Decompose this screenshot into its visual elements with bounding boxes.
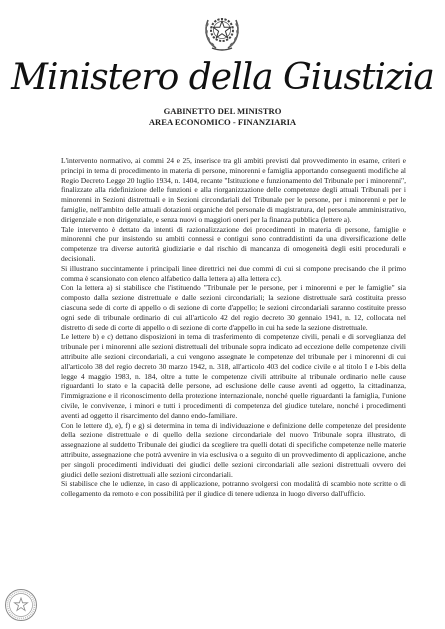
office-line-area: AREA ECONOMICO - FINANZIARIA: [148, 117, 297, 127]
paragraph-6: Con le lettere d), e), f) e g) si determina in tema di individuazione e definizione delle competenze del presidente della sezione distrettuale e di quello della sezione circondariale del nuovo Tribunale sopra illustrato, di assegnazione al suddetto Tribunale dei giudici da scegliere tra quelli dotati di specifiche competenze nelle materie attribuite, assegnazione che potrà avvenire in via esclusiva o a seguito di un provvedimento di applicazione, anche per singoli procedimenti individuati dei giudici delle sezioni circondariali alle sezioni distrettuali ovvero dei giudici delle sezioni distrettuali alle sezioni circondariali.: [61, 420, 406, 479]
emblem-icon: [202, 6, 242, 52]
document-body: [61, 156, 406, 499]
office-heading: [0, 106, 445, 128]
paragraph-3: Si illustrano succintamente i principali linee direttrici nei due commi di cui si compone precisando che il primo comma è scansionato con elenco alfabetico dalla lettera a) alla lettera cc).: [61, 263, 406, 283]
paragraph-2: Tale intervento è dettato da intenti di razionalizzazione dei procedimenti in materia di persone, famiglie e minorenni che pur insistendo su ambiti connessi e contigui sono contraddistinti da una diversificazione delle competenze tra diverse autorità giudiziarie e dal rischio di mancanza di omogeneità degli esiti procedurali e decisionali.: [61, 224, 406, 263]
ministry-name: Ministero della Giustizia: [11, 57, 434, 98]
letterhead-emblem: [202, 6, 242, 52]
office-line-cabinet: GABINETTO DEL MINISTRO: [163, 106, 282, 116]
paragraph-5: Le lettere b) e c) dettano disposizioni in tema di trasferimento di competenze civili, penali e di sorveglianza del tribunale per i minorenni alle sezioni distrettuali del tribunale sopra indicato ad eccezione delle competenze civili attribuite alle sezioni circondariali, a cui vengono assegnate le competenze del tribunale per i minorenni di cui all'articolo 38 del regio decreto 30 marzo 1942, n. 318, all'articolo 403 del codice civile e al titolo I e I-bis della legge 4 maggio 1983, n. 184, oltre a tutte le competenze civili attribuite al tribunale ordinario nelle cause riguardanti lo stato e la capacità delle persone, ad esclusione delle cause aventi ad oggetto, la cittadinanza, l'immigrazione e il riconoscimento della protezione internazionale, nonché quelle riguardanti la famiglia, l'unione civile, le convivenze, i minori e tutti i procedimenti di competenza del giudice tutelare, nonché i procedimenti aventi ad oggetto il risarcimento del danno endo-familiare.: [61, 332, 406, 420]
paragraph-7: Si stabilisce che le udienze, in caso di applicazione, potranno svolgersi con modalità di scambio note scritte o di collegamento da remoto e con possibilità per il giudice di tenere udienza in luogo diverso dall'ufficio.: [61, 479, 406, 499]
paragraph-4: Con la lettera a) si stabilisce che l'istituendo "Tribunale per le persone, per i minorenni e per le famiglie" sia composto dalla sezione distrettuale e dalle sezioni circondariali; la sezione distrettuale sarà costituita presso ciascuna sede di corte di appello o di sezione di corte d'appello; le sezioni circondariali saranno costituite presso ogni sede di tribunale ordinario di cui all'articolo 42 del regio decreto 30 gennaio 1941, n. 12, collocata nel distretto di sede di corte di appello o di sezione di corte d'appello in cui ha sede la sezione distrettuale.: [61, 283, 406, 332]
paragraph-1: L'intervento normativo, ai commi 24 e 25, inserisce tra gli ambiti previsti dal provvedimento in esame, criteri e principi in tema di procedimento in materia di persone, minorenni e famiglia apportando conseguenti modifiche al Regio Decreto Legge 20 luglio 1934, n. 1404, recante "Istituzione e funzionamento del Tribunale per i minorenni", finalizzate alla ridefinizione delle funzioni e alla riorganizzazione delle competenze degli attuali Tribunali per i minorenni in Sezioni distrettuali e in Sezioni circondariali del Tribunale per le persone, per i minorenni e per le famiglie, nell'ambito delle attuali dotazioni organiche del personale di magistratura, del personale amministrativo, dirigenziale e non dirigenziale, e senza nuovi o maggiori oneri per la finanza pubblica (lettere a).: [61, 156, 406, 224]
official-seal: [4, 588, 38, 622]
seal-icon: [4, 588, 38, 622]
